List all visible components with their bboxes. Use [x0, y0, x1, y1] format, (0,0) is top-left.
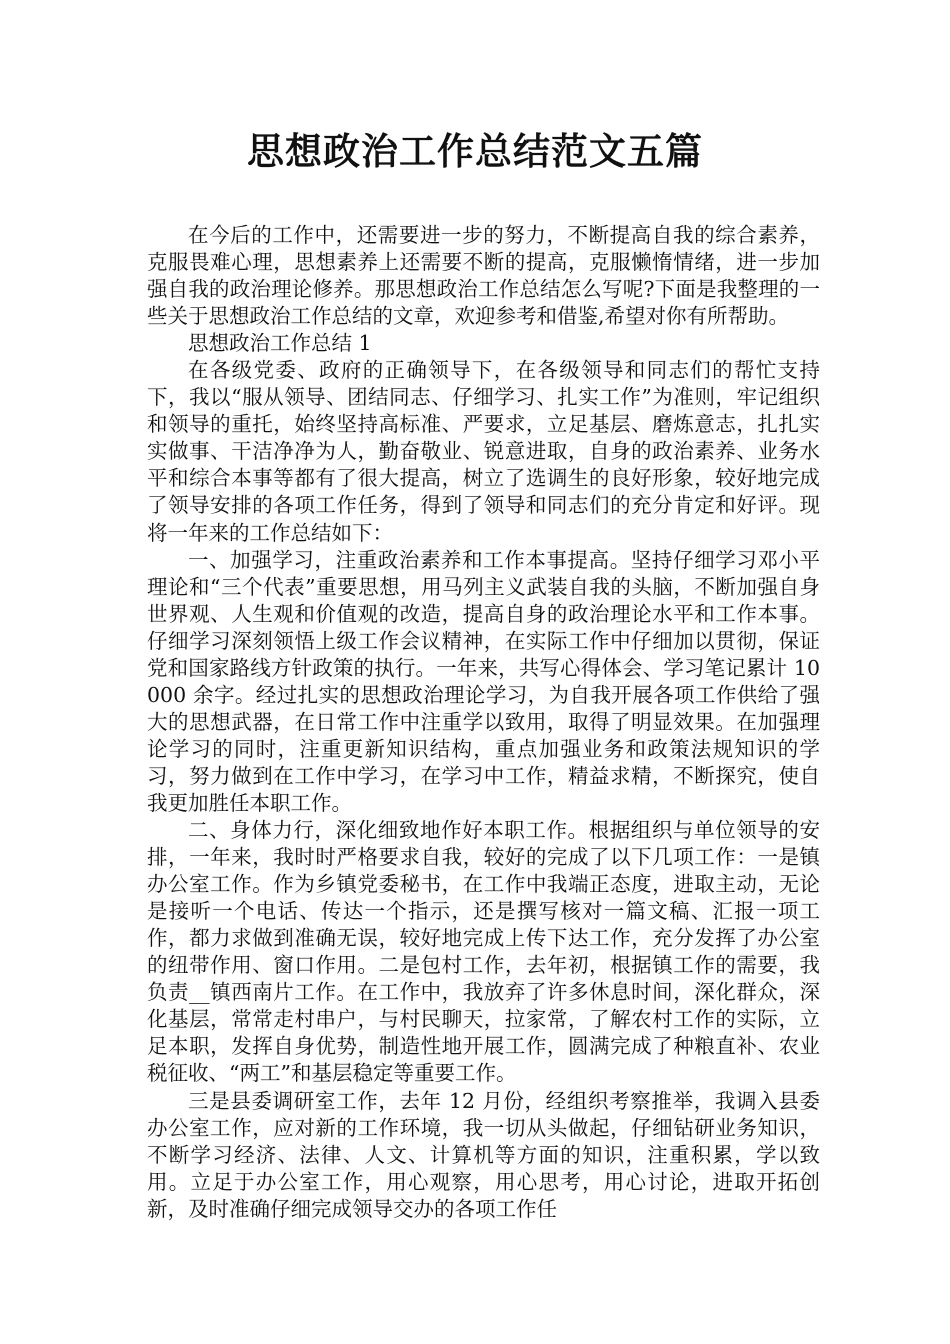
intro-paragraph: 在今后的工作中，还需要进一步的努力，不断提高自我的综合素养，克服畏难心理，思想素养上还需要不断的提高，克服懒惰情绪，进一步加强自我的政治理论修养。那思想政治工作总结怎么写呢?下面是我整理的一些关于思想政治工作总结的文章，欢迎参考和借鉴,希望对你有所帮助。 — [147, 223, 820, 329]
document-body — [147, 222, 820, 1223]
body-paragraph: 三是县委调研室工作，去年 12 月份，经组织考察推举，我调入县委办公室工作，应对新的工作环境，我一切从头做起，仔细钻研业务知识，不断学习经济、法律、人文、计算机等方面的知识，注重积累，学以致用。立足于办公室工作，用心观察，用心思考，用心讨论，进取开拓创新，及时准确仔细完成领导交办的各项工作任 — [147, 1088, 820, 1221]
body-paragraph: 在各级党委、政府的正确领导下，在各级领导和同志们的帮忙支持下，我以“服从领导、团结同志、仔细学习、扎实工作”为准则，牢记组织和领导的重托，始终坚持高标准、严要求，立足基层、磨炼意志，扎扎实实做事、干洁净净为人，勤奋敬业、锐意进取，自身的政治素养、业务水平和综合本事等都有了很大提高，树立了选调生的良好形象，较好地完成了领导安排的各项工作任务，得到了领导和同志们的充分肯定和好评。现将一年来的工作总结如下： — [147, 358, 820, 545]
body-paragraph: 二、身体力行，深化细致地作好本职工作。根据组织与单位领导的安排，一年来，我时时严格要求自我，较好的完成了以下几项工作：一是镇办公室工作。作为乡镇党委秘书，在工作中我端正态度，进取主动，无论是接听一个电话、传达一个指示，还是撰写核对一篇文稿、汇报一项工作，都力求做到准确无误，较好地完成上传下达工作，充分发挥了办公室的纽带作用、窗口作用。二是包村工作，去年初，根据镇工作的需要，我负责__镇西南片工作。在工作中，我放弃了许多休息时间，深化群众，深化基层，常常走村串户，与村民聊天，拉家常，了解农村工作的实际，立足本职，发挥自身优势，制造性地开展工作，圆满完成了种粮直补、农业税征收、“两工”和基层稳定等重要工作。 — [147, 818, 820, 1086]
section-heading: 思想政治工作总结 1 — [188, 331, 372, 356]
document-title: 思想政治工作总结范文五篇 — [247, 129, 703, 173]
body-paragraph: 一、加强学习，注重政治素养和工作本事提高。坚持仔细学习邓小平理论和“三个代表”重要思想，用马列主义武装自我的头脑，不断加强自身世界观、人生观和价值观的改造，提高自身的政治理论水平和工作本事。仔细学习深刻领悟上级工作会议精神，在实际工作中仔细加以贯彻，保证党和国家路线方针政策的执行。一年来，共写心得体会、学习笔记累计 10000 余字。经过扎实的思想政治理论学习，为自我开展各项工作供给了强大的思想武器，在日常工作中注重学以致用，取得了明显效果。在加强理论学习的同时，注重更新知识结构，重点加强业务和政策法规知识的学习，努力做到在工作中学习，在学习中工作，精益求精，不断探究，使自我更加胜任本职工作。 — [147, 547, 820, 815]
